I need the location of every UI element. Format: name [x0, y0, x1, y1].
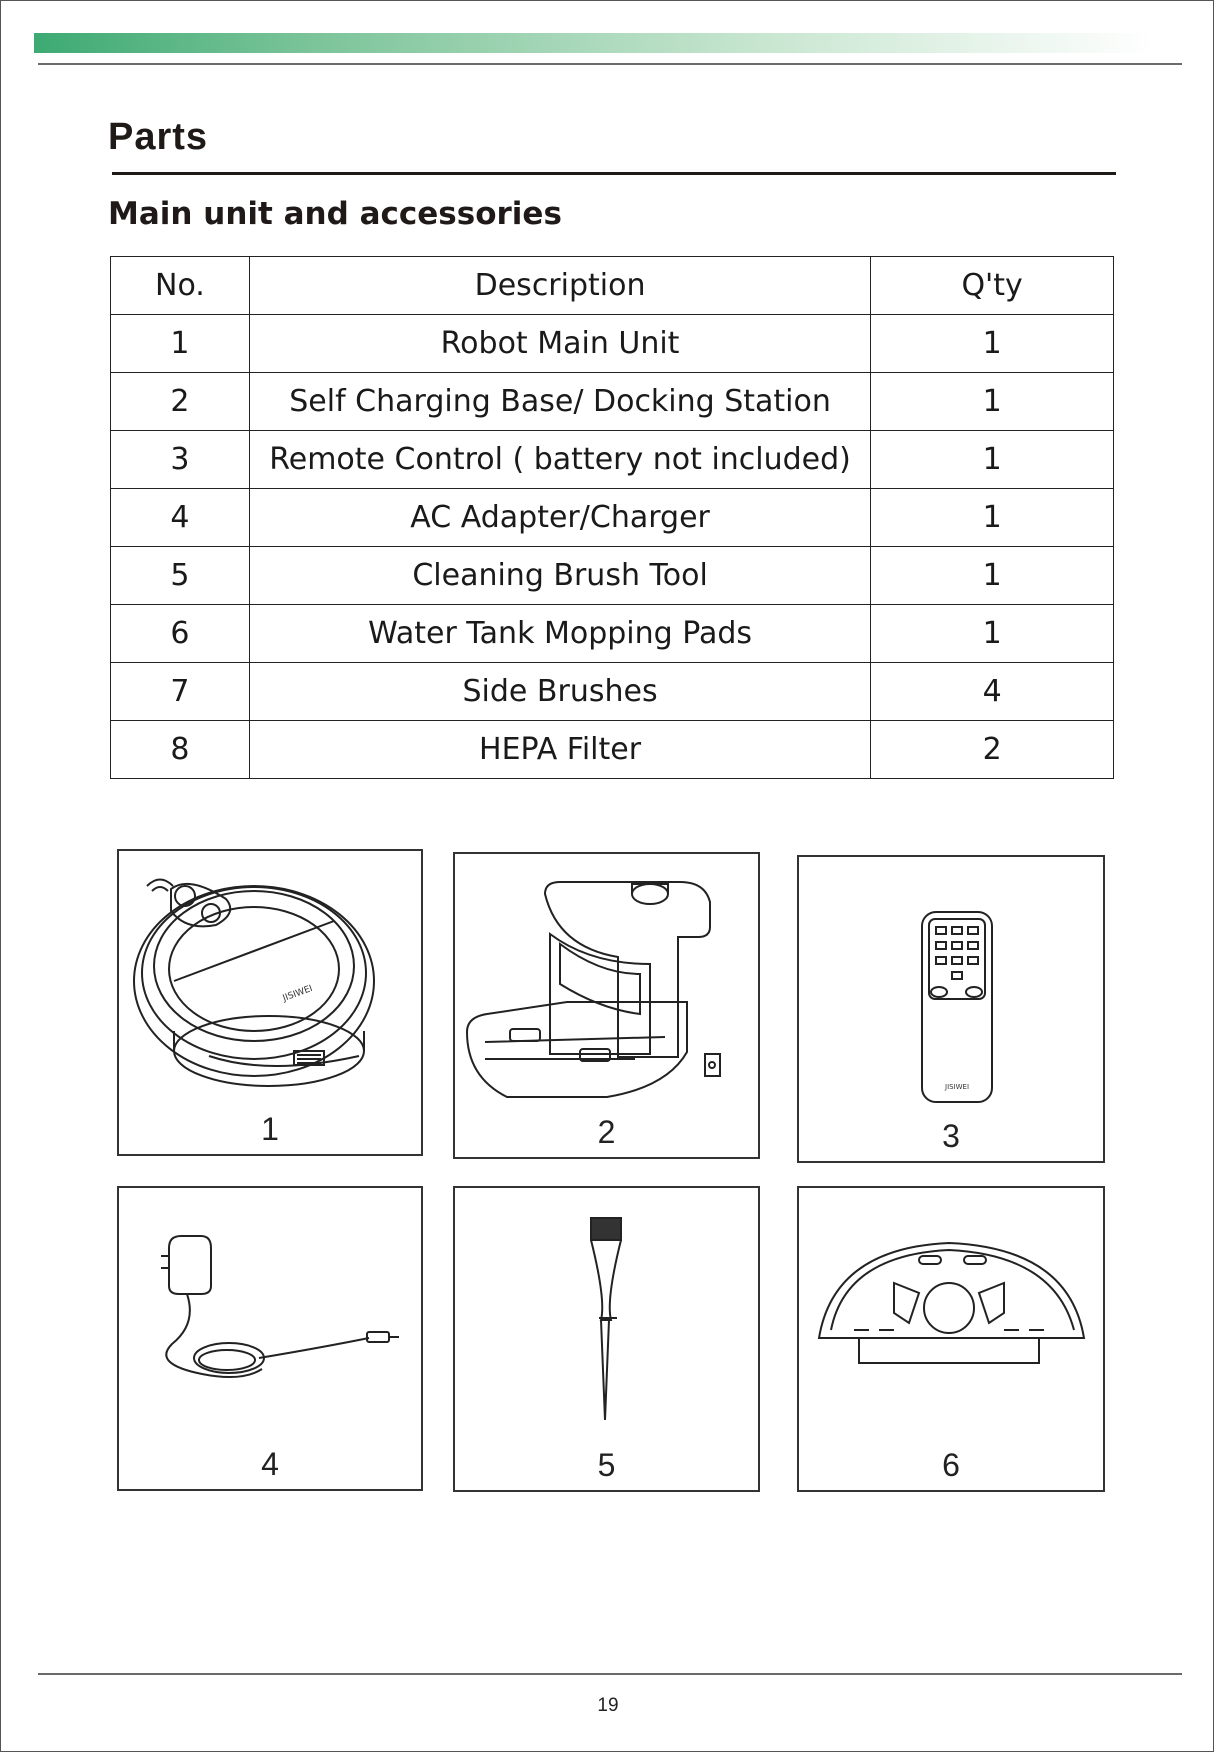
footer-rule: [38, 1673, 1182, 1675]
cell-description: Self Charging Base/ Docking Station: [249, 373, 870, 431]
cell-no: 3: [111, 431, 250, 489]
table-row: [111, 663, 1114, 721]
cell-qty: 4: [871, 663, 1114, 721]
cell-description: Cleaning Brush Tool: [249, 547, 870, 605]
table-row: [111, 431, 1114, 489]
header-gradient-bar: [34, 33, 1156, 53]
cell-qty: 2: [871, 721, 1114, 779]
table-row: [111, 721, 1114, 779]
figure-3: [797, 855, 1105, 1163]
title-underline: [112, 172, 1116, 175]
table-row: [111, 547, 1114, 605]
header-no: No.: [111, 257, 250, 315]
figure-number: 1: [261, 1111, 279, 1147]
cell-description: Remote Control ( battery not included): [249, 431, 870, 489]
svg-text:JISIWEI: JISIWEI: [945, 1083, 970, 1091]
cell-no: 6: [111, 605, 250, 663]
figure-6: [797, 1186, 1105, 1492]
cleaning-brush-icon: [455, 1188, 758, 1490]
cell-no: 4: [111, 489, 250, 547]
cell-description: Robot Main Unit: [249, 315, 870, 373]
cell-no: 2: [111, 373, 250, 431]
mopping-pad-icon: [799, 1188, 1103, 1490]
cell-description: Side Brushes: [249, 663, 870, 721]
cell-qty: 1: [871, 315, 1114, 373]
figure-4: [117, 1186, 423, 1491]
page-title: Parts: [108, 116, 209, 158]
table-row: [111, 373, 1114, 431]
cell-qty: 1: [871, 547, 1114, 605]
cell-qty: 1: [871, 373, 1114, 431]
cell-qty: 1: [871, 605, 1114, 663]
cell-qty: 1: [871, 431, 1114, 489]
figure-2: [453, 852, 760, 1159]
header-rule: [38, 63, 1182, 65]
figure-number: 2: [597, 1114, 616, 1150]
table-header-row: [111, 257, 1114, 315]
figure-number: 3: [942, 1118, 960, 1154]
header-qty: Q'ty: [871, 257, 1114, 315]
ac-adapter-icon: [119, 1188, 421, 1489]
cell-description: HEPA Filter: [249, 721, 870, 779]
svg-text:JISIWEI: JISIWEI: [281, 983, 315, 1004]
cell-no: 1: [111, 315, 250, 373]
figure-1: [117, 849, 423, 1156]
section-title: Main unit and accessories: [108, 196, 562, 232]
docking-station-icon: [455, 854, 758, 1157]
page-number: 19: [597, 1695, 619, 1716]
figure-5: [453, 1186, 760, 1492]
cell-qty: 1: [871, 489, 1114, 547]
figure-number: 4: [261, 1446, 279, 1482]
parts-table: [110, 256, 1114, 779]
table-row: [111, 315, 1114, 373]
table-row: [111, 489, 1114, 547]
cell-description: Water Tank Mopping Pads: [249, 605, 870, 663]
cell-no: 7: [111, 663, 250, 721]
robot-vacuum-icon: [119, 851, 421, 1154]
remote-control-icon: [799, 857, 1103, 1161]
cell-description: AC Adapter/Charger: [249, 489, 870, 547]
figure-number: 5: [597, 1447, 616, 1483]
figure-number: 6: [942, 1447, 960, 1483]
cell-no: 5: [111, 547, 250, 605]
table-row: [111, 605, 1114, 663]
cell-no: 8: [111, 721, 250, 779]
header-description: Description: [249, 257, 870, 315]
